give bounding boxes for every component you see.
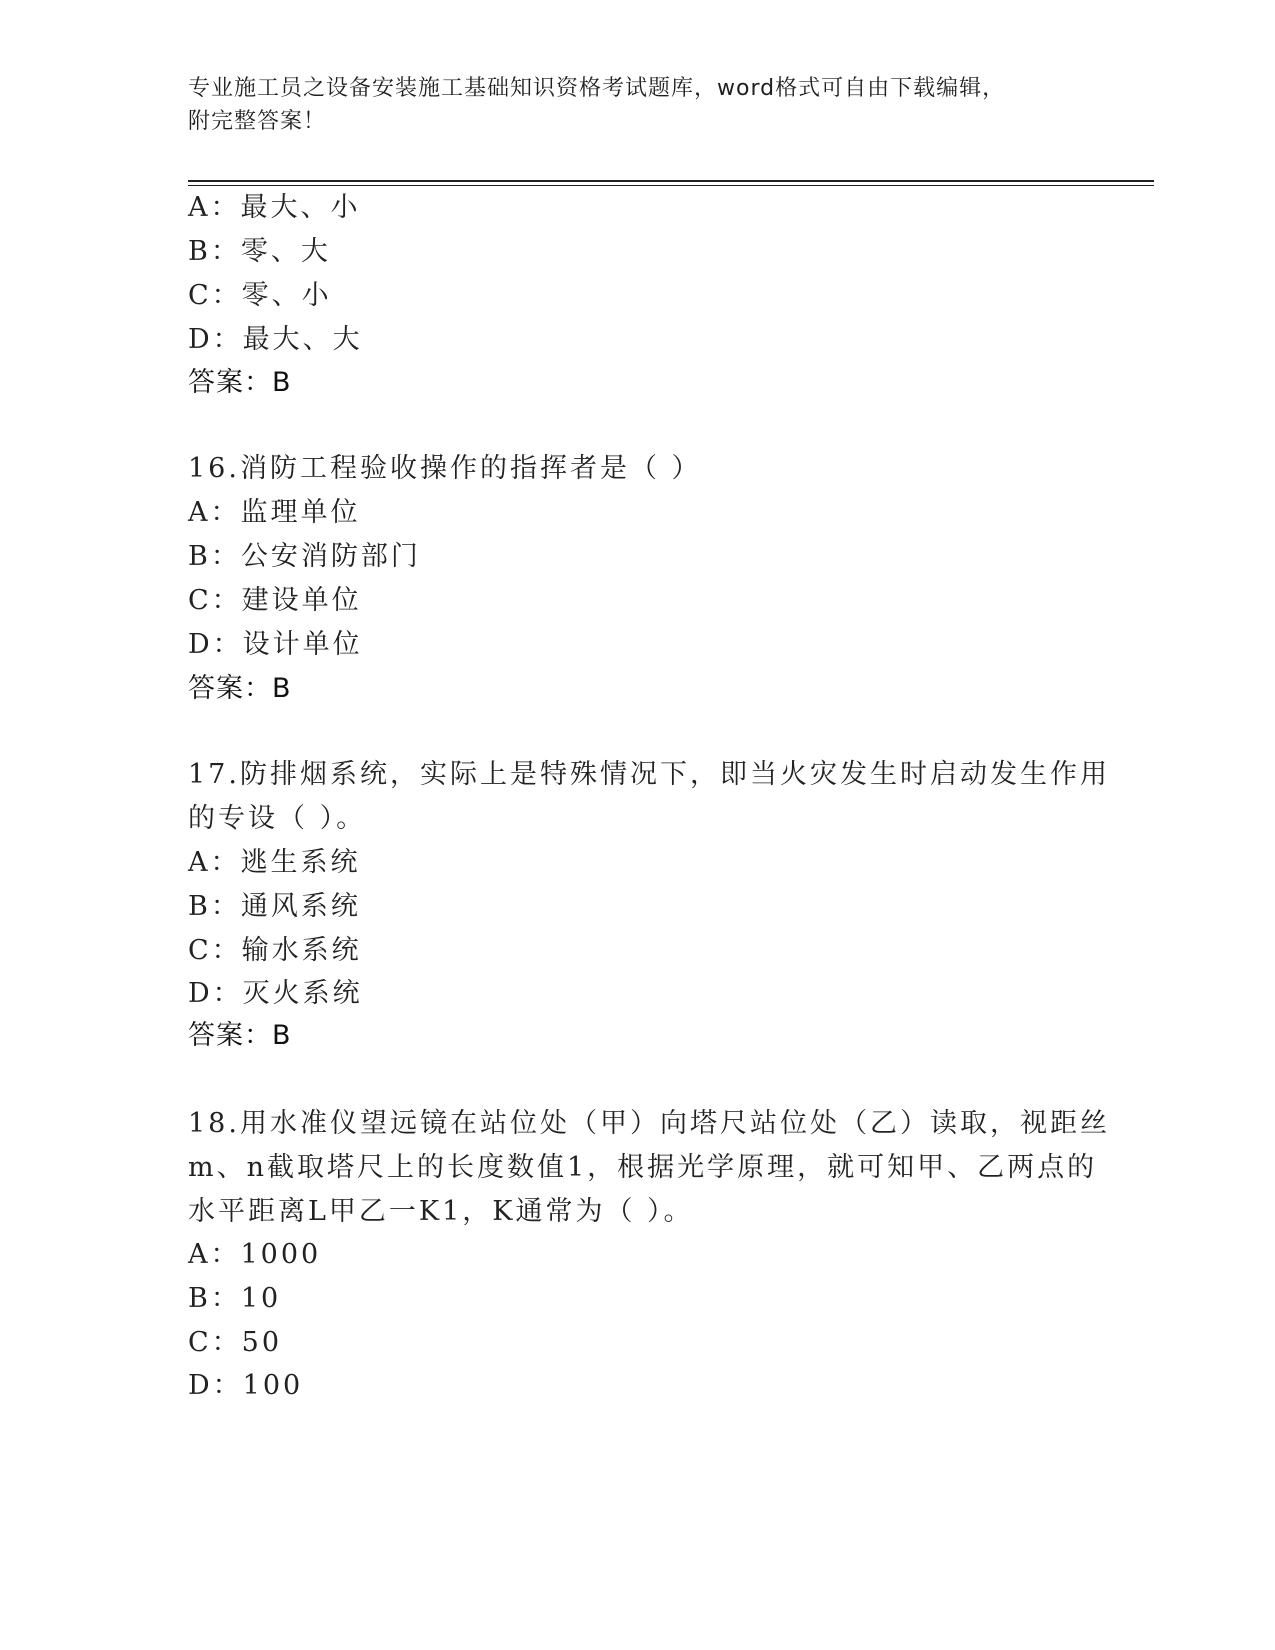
q15-option-a: A：最大、小 [188, 192, 361, 223]
header-divider [188, 180, 1154, 182]
q17-option-b: B：通风系统 [188, 891, 361, 922]
q18-option-c: C：50 [188, 1327, 283, 1358]
q15-answer: 答案：B [188, 367, 292, 398]
header-title-line-2: 附完整答案！ [188, 109, 327, 134]
q16-option-a: A：监理单位 [188, 497, 361, 528]
q16-answer: 答案：B [188, 673, 292, 704]
header-title-line-1: 专业施工员之设备安装施工基础知识资格考试题库，word格式可自由下载编辑， [188, 76, 1006, 101]
q15-option-b: B：零、大 [188, 236, 331, 267]
q17-option-d: D：灭火系统 [188, 978, 363, 1009]
document-header [188, 72, 1088, 138]
q17-option-a: A：逃生系统 [188, 847, 361, 878]
q17-option-c: C：输水系统 [188, 935, 362, 966]
q18-question-line-3: 水平距离L甲乙一K1，K通常为（ ）。 [188, 1196, 694, 1227]
header-divider-thin [188, 185, 1154, 186]
q18-option-a: A：1000 [188, 1239, 322, 1270]
q18-question-line-1: 18.用水准仪望远镜在站位处（甲）向塔尺站位处（乙）读取，视距丝 [188, 1108, 1110, 1139]
q17-question-line-1: 17.防排烟系统，实际上是特殊情况下，即当火灾发生时启动发生作用 [188, 759, 1110, 790]
q17-answer: 答案：B [188, 1020, 292, 1051]
q16-option-b: B：公安消防部门 [188, 541, 421, 572]
q18-option-b: B：10 [188, 1283, 282, 1314]
q18-question-line-2: m、n截取塔尺上的长度数值1，根据光学原理，就可知甲、乙两点的 [188, 1152, 1098, 1183]
q15-option-c: C：零、小 [188, 280, 332, 311]
q17-question-line-2: 的专设（ ）。 [188, 803, 367, 834]
q16-option-d: D：设计单位 [188, 629, 363, 660]
q18-option-d: D：100 [188, 1370, 304, 1401]
q16-option-c: C：建设单位 [188, 585, 362, 616]
q15-option-d: D：最大、大 [188, 324, 363, 355]
q16-question: 16.消防工程验收操作的指挥者是（ ） [188, 453, 702, 484]
